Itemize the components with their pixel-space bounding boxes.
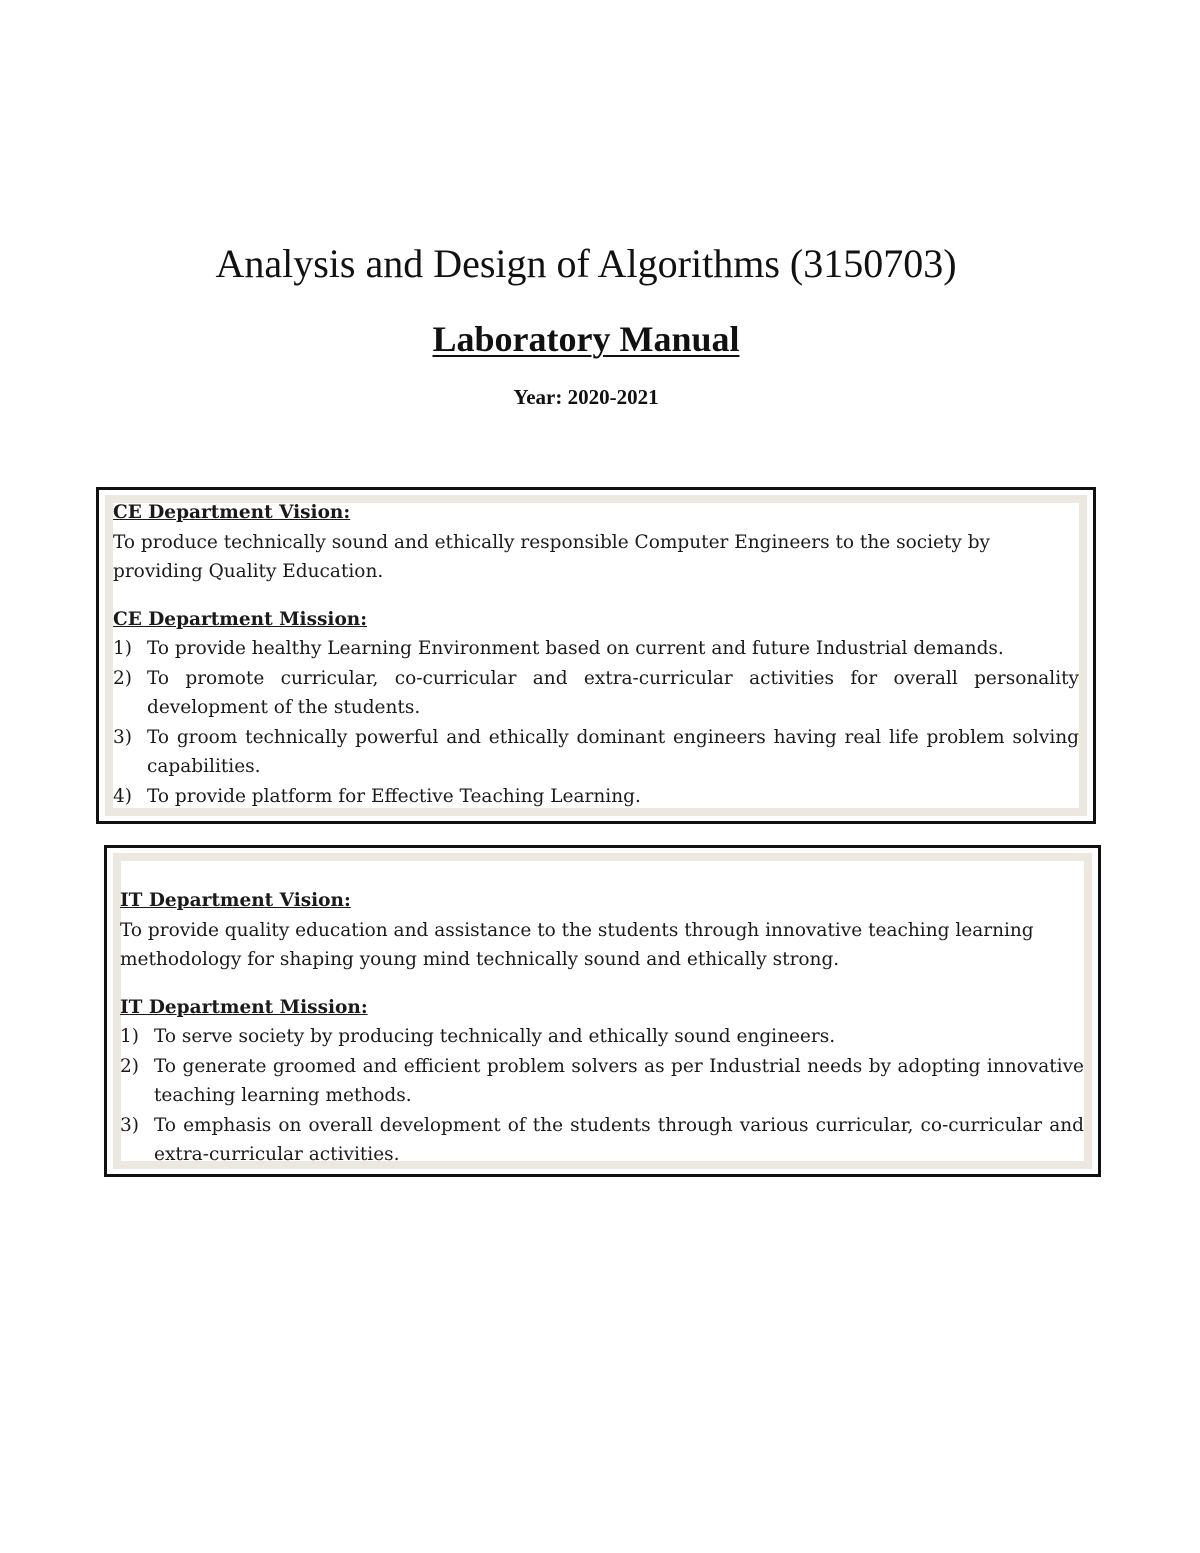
ce-mission-list bbox=[113, 634, 1079, 811]
spacer bbox=[120, 975, 1084, 993]
list-item-number: 3) bbox=[120, 1114, 139, 1136]
list-item bbox=[113, 634, 1079, 664]
it-mission-heading: IT Department Mission: bbox=[120, 996, 368, 1018]
list-item-text: To emphasis on overall development of the students through various curricular, co-curricular and extra-curricular activities. bbox=[154, 1114, 1084, 1165]
list-item-text: To generate groomed and efficient problem solvers as per Industrial needs by adopting innovative teaching learning methods. bbox=[154, 1055, 1084, 1106]
list-item bbox=[120, 1022, 1084, 1052]
list-item bbox=[113, 723, 1079, 782]
it-department-content bbox=[120, 886, 1084, 1170]
list-item-number: 1) bbox=[113, 638, 132, 659]
list-item-text: To promote curricular, co-curricular and extra-curricular activities for overall personality development of the students. bbox=[147, 667, 1079, 718]
list-item bbox=[113, 664, 1079, 723]
ce-vision-text: To produce technically sound and ethically responsible Computer Engineers to the society by providing Quality Education. bbox=[113, 531, 990, 582]
it-mission-list bbox=[120, 1022, 1084, 1170]
list-item-number: 4) bbox=[113, 785, 132, 807]
list-item-text: To provide healthy Learning Environment based on current and future Industrial demands. bbox=[147, 638, 1004, 659]
list-item bbox=[113, 782, 1079, 812]
it-vision-heading: IT Department Vision: bbox=[120, 890, 351, 911]
list-item-number: 3) bbox=[113, 726, 132, 748]
list-item-text: To groom technically powerful and ethically dominant engineers having real life problem solving capabilities. bbox=[147, 726, 1079, 777]
academic-year: Year: 2020-2021 bbox=[513, 385, 659, 409]
list-item bbox=[120, 1111, 1084, 1170]
ce-department-content bbox=[113, 498, 1079, 811]
list-item bbox=[120, 1052, 1084, 1111]
document-subtitle: Laboratory Manual bbox=[432, 319, 740, 359]
list-item-number: 2) bbox=[113, 667, 132, 689]
ce-mission-heading: CE Department Mission: bbox=[113, 608, 368, 630]
list-item-number: 1) bbox=[120, 1026, 139, 1047]
ce-vision-heading: CE Department Vision: bbox=[113, 502, 351, 523]
list-item-text: To serve society by producing technically and ethically sound engineers. bbox=[154, 1026, 836, 1047]
spacer bbox=[113, 587, 1079, 605]
document-title: Analysis and Design of Algorithms (3150703) bbox=[215, 241, 957, 286]
it-vision-text: To provide quality education and assistance to the students through innovative teaching learning methodology for shaping young mind technically sound and ethically strong. bbox=[120, 919, 1034, 970]
list-item-number: 2) bbox=[120, 1055, 139, 1077]
list-item-text: To provide platform for Effective Teaching Learning. bbox=[147, 785, 641, 807]
